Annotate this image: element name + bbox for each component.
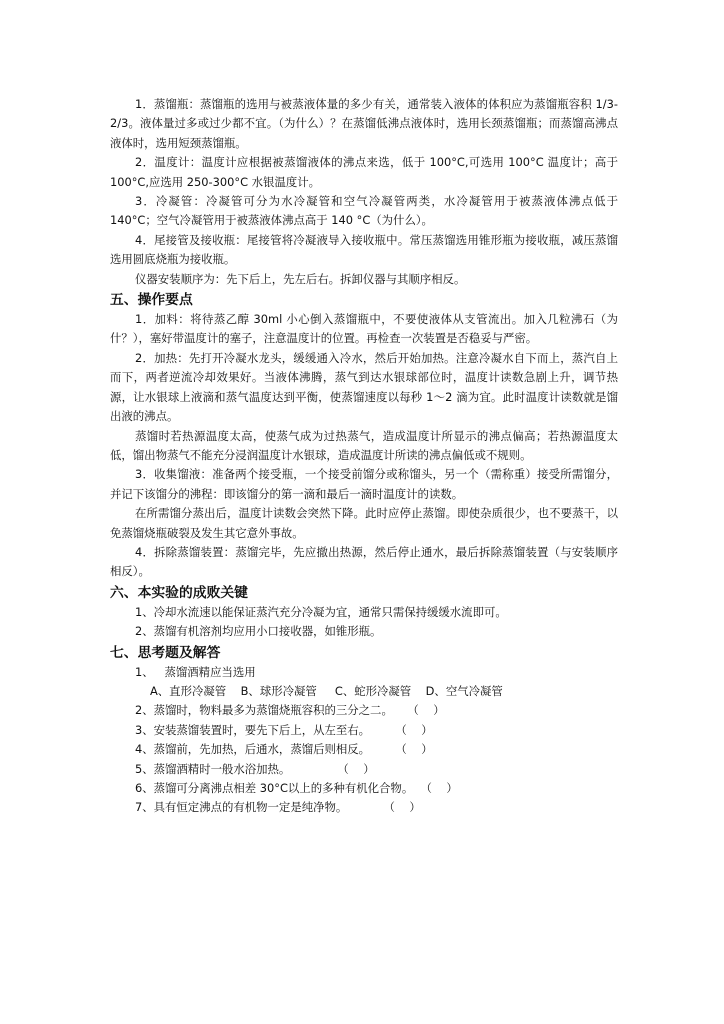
paragraph-heating: 2．加热：先打开冷凝水龙头，缓缓通入冷水，然后开始加热。注意冷凝水自下而上，蒸汽自上而下，两者逆流冷却效果好。当液体沸腾，蒸气到达水银球部位时，温度计读数急剧上升，调节热源，让水银球上液滴和蒸气温度达到平衡，使蒸馏速度以每秒 1～2 滴为宜。此时温度计读数就是馏出液的沸点。 <box>110 350 618 424</box>
question-line <box>110 779 618 798</box>
question-text: 4、蒸馏前，先加热，后通水，蒸馏后则相反。 （ ） <box>135 742 433 757</box>
paragraph-key-2: 2、蒸馏有机溶剂均应用小口接收器，如锥形瓶。 <box>135 624 382 639</box>
section-heading-questions: 七、思考题及解答 <box>110 644 221 661</box>
paragraph-thermometer: 2．温度计：温度计应根据被蒸馏液体的沸点来选，低于 100°C,可选用 100°C 温度计；高于 100°C,应选用 250-300°C 水银温度计。 <box>110 155 618 189</box>
paragraph-flask: 1．蒸馏瓶：蒸馏瓶的选用与被蒸液体量的多少有关，通常装入液体的体积应为蒸馏瓶容积 1/3-2/3。液体量过多或过少都不宜。（为什么）？在蒸馏低沸点液体时，选用长颈蒸馏瓶；而蒸馏高沸点液体时，选用短颈蒸馏瓶。 <box>110 97 618 150</box>
question-text: 7、具有恒定沸点的有机物一定是纯净物。 （ ） <box>135 800 421 815</box>
question-line <box>110 701 618 720</box>
question-text: 5、蒸馏酒精时一般水浴加热。 （ ） <box>135 761 375 776</box>
question-choices-text: A、直形冷凝管 B、球形冷凝管 C、蛇形冷凝管 D、空气冷凝管 <box>150 683 503 698</box>
paragraph-dismantling: 4．拆除蒸馏装置：蒸馏完毕，先应撤出热源，然后停止通水，最后拆除蒸馏装置（与安装顺序相反）。 <box>110 544 618 579</box>
question-line <box>110 721 618 740</box>
question-line <box>110 663 618 682</box>
question-choices <box>110 682 618 701</box>
paragraph-condenser: 3．冷凝管：冷凝管可分为水冷凝管和空气冷凝管两类，水冷凝管用于被蒸液体沸点低于 140°C；空气冷凝管用于被蒸液体沸点高于 140 °C（为什么）。 <box>110 194 618 228</box>
paragraph-heating-note: 蒸馏时若热源温度太高，使蒸气成为过热蒸气，造成温度计所显示的沸点偏高；若热源温度太低，馏出物蒸气不能充分浸润温度计水银球，造成温度计所读的沸点偏低或不规则。 <box>110 428 618 462</box>
section-heading-operation: 五、操作要点 <box>110 292 193 309</box>
question-line <box>110 798 618 817</box>
section-heading-keys: 六、本实验的成败关键 <box>110 584 248 601</box>
question-line <box>110 740 618 759</box>
document-body <box>110 95 618 818</box>
paragraph-receiver: 4．尾接管及接收瓶：尾接管将冷凝液导入接收瓶中。常压蒸馏选用锥形瓶为接收瓶，减压蒸馏选用圆底烧瓶为接收瓶。 <box>110 232 618 267</box>
paragraph-collecting: 3．收集馏液：准备两个接受瓶，一个接受前馏分或称馏头，另一个（需称重）接受所需馏分，并记下该馏分的沸程：即该馏分的第一滴和最后一滴时温度计的读数。 <box>110 467 618 501</box>
paragraph-collecting-note: 在所需馏分蒸出后，温度计读数会突然下降。此时应停止蒸馏。即使杂质很少，也不要蒸干，以免蒸馏烧瓶破裂及发生其它意外事故。 <box>110 506 618 540</box>
paragraph-assembly-order: 仪器安装顺序为：先下后上，先左后右。拆卸仪器与其顺序相反。 <box>135 271 466 286</box>
question-text: 2、蒸馏时，物料最多为蒸馏烧瓶容积的三分之二。 （ ） <box>135 703 445 718</box>
paragraph-key-1: 1、冷却水流速以能保证蒸汽充分冷凝为宜，通常只需保持缓缓水流即可。 <box>135 604 507 619</box>
question-text: 3、安装蒸馏装置时，要先下后上，从左至右。 （ ） <box>135 722 433 737</box>
question-text: 1、 蒸馏酒精应当选用 <box>135 664 256 679</box>
question-text: 6、蒸馏可分离沸点相差 30°C以上的多种有机化合物。 （ ） <box>135 781 458 795</box>
question-line <box>110 760 618 779</box>
paragraph-charging: 1．加料：将待蒸乙醇 30ml 小心倒入蒸馏瓶中，不要使液体从支管流出。加入几粒沸石（为什？），塞好带温度计的塞子，注意温度计的位置。再检查一次装置是否稳妥与严密。 <box>110 312 618 346</box>
